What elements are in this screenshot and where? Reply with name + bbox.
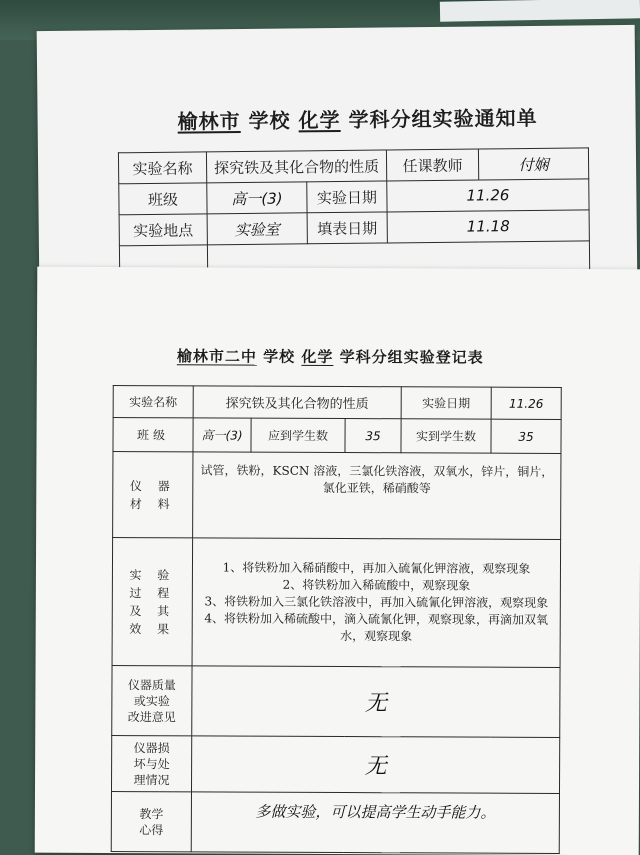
notice-class-label: 班级: [119, 183, 207, 215]
record-materials-label-line: 材 料: [129, 496, 176, 511]
record-actual-label: 实到学生数: [401, 419, 491, 453]
record-process-label-line: 及 其: [129, 603, 176, 618]
record-title-city: 榆林市二中: [176, 347, 257, 366]
notice-title-subject: 化学: [298, 107, 341, 133]
notice-sheet: [37, 25, 638, 291]
notice-title-city: 榆林市: [177, 109, 241, 134]
record-damage-label: [111, 736, 191, 792]
record-damage-value: 无: [191, 736, 559, 794]
record-exp-date-label: 实验日期: [401, 387, 491, 419]
record-quality-label: [112, 666, 192, 736]
notice-table: [118, 147, 590, 277]
record-damage-label-line: 仪器损: [133, 740, 170, 755]
record-process-step: 3、将铁粉加入三氯化铁溶液中，再加入硫氰化钾溶液，观察现象: [204, 594, 549, 610]
record-title-tail: 学科分组实验登记表: [339, 348, 484, 367]
record-teaching-value: 多做实验，可以提高学生动手能力。: [191, 792, 559, 854]
record-process-label-line: 过 程: [129, 585, 176, 600]
record-process-label: [112, 538, 193, 666]
record-exp-name-label: 实验名称: [113, 386, 193, 418]
notice-fill-date-value: 11.18: [387, 210, 589, 243]
record-materials-label: [113, 452, 193, 538]
record-quality-value: 无: [192, 666, 560, 738]
record-class-value: 高一(3): [193, 418, 251, 452]
record-expected-value: 35: [345, 419, 401, 453]
record-process-step: 2、将铁粉加入稀硫酸中，观察现象: [282, 577, 471, 593]
notice-title: [177, 102, 537, 135]
notice-date-value: 11.26: [387, 179, 589, 212]
notice-fill-date-label: 填表日期: [307, 212, 387, 244]
notice-teacher-label: 任课教师: [386, 149, 478, 181]
record-title-school: 学校: [263, 347, 296, 366]
record-exp-date-value: 11.26: [491, 387, 561, 419]
record-process-steps: [192, 538, 561, 668]
record-damage-label-line: 坏与处: [133, 756, 170, 771]
record-sheet: [35, 267, 640, 855]
notice-place-value: 实验室: [207, 213, 307, 245]
record-title: [177, 345, 484, 367]
notice-title-tail: 学科分组实验通知单: [348, 105, 538, 132]
record-expected-label: 应到学生数: [251, 418, 345, 452]
record-quality-label-line: 仪器质量: [127, 677, 176, 692]
record-table: [111, 385, 562, 854]
notice-date-label: 实验日期: [307, 181, 387, 213]
record-process-step: 4、将铁粉加入稀硫酸中，滴入硫氰化钾，观察现象，再滴加双氧水，观察现象: [204, 611, 549, 644]
record-teaching-label: [111, 792, 191, 852]
notice-exp-name-value: 探究铁及其化合物的性质: [206, 150, 386, 183]
notice-title-school: 学校: [248, 108, 291, 133]
record-materials-label-line: 仪 器: [129, 478, 176, 493]
record-teaching-label-line: 教学: [139, 806, 164, 821]
record-teaching-label-line: 心得: [139, 822, 164, 837]
record-exp-name-value: 探究铁及其化合物的性质: [193, 386, 401, 419]
record-class-label: 班级: [113, 418, 193, 452]
record-process-label-line: 效 果: [129, 621, 176, 636]
notice-place-label: 实验地点: [119, 214, 207, 246]
record-process-step: 1、将铁粉加入稀硝酸中，再加入硫氰化钾溶液，观察现象: [222, 560, 531, 576]
notice-teacher-value: 付娴: [478, 148, 588, 180]
notice-exp-name-label: 实验名称: [118, 152, 206, 184]
record-quality-label-line: 或实验: [133, 693, 170, 708]
record-title-subject: 化学: [301, 347, 334, 366]
record-quality-label-line: 改进意见: [127, 709, 176, 724]
record-materials-text: 试管，铁粉，KSCN 溶液，三氯化铁溶液，双氧水，锌片，铜片，氯化亚铁，稀硝酸等: [193, 452, 561, 540]
background-paper-edge: [440, 0, 640, 22]
record-process-label-line: 实 验: [129, 567, 176, 582]
notice-class-value: 高一(3): [207, 182, 307, 214]
record-damage-label-line: 理情况: [133, 772, 170, 787]
record-actual-value: 35: [491, 419, 561, 453]
